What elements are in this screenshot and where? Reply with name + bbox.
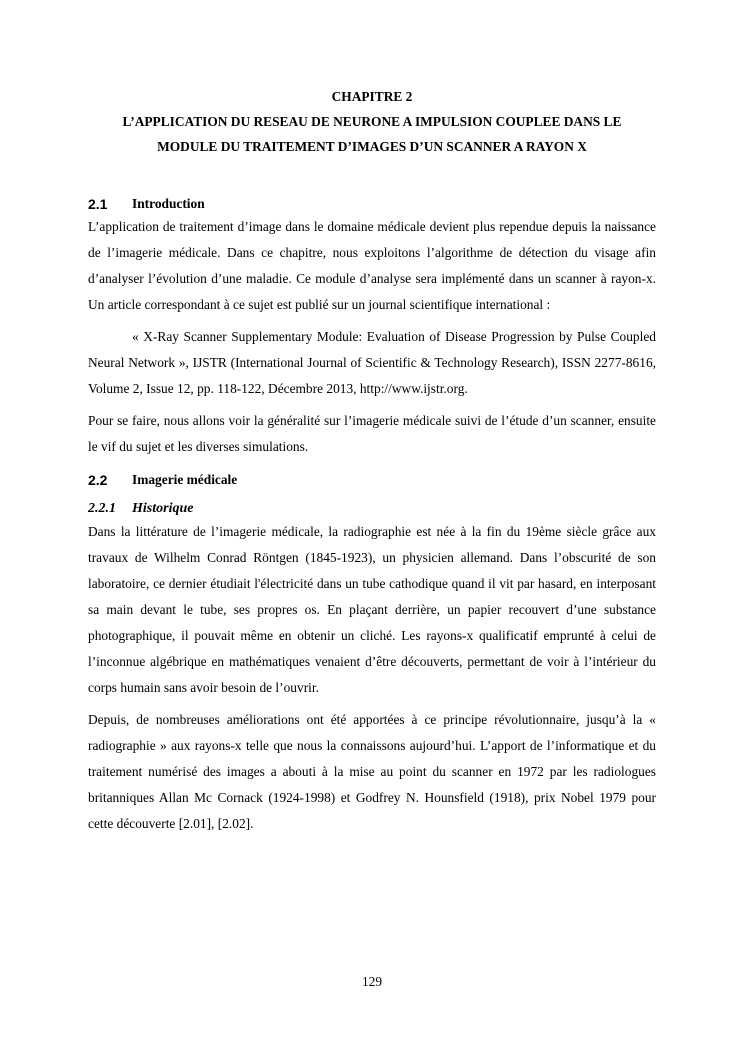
paragraph: Depuis, de nombreuses améliorations ont été apportées à ce principe révolutionnaire, jusqu’à la « radiographie » aux rayons-x telle que nous la connaissons aujourd’hui. L’apport de l’informatique et du traitement numérisé des images a abouti à la mise au point du scanner en 1972 par les radiologues britanniques Allan Mc Cornack (1924-1998) et Godfrey N. Hounsfield (1918), prix Nobel 1979 pour cette découverte [2.01], [2.02]. <box>88 712 656 831</box>
chapter-title-line-1: L’APPLICATION DU RESEAU DE NEURONE A IMPULSION COUPLEE DANS LE <box>122 114 622 129</box>
paragraph: L’application de traitement d’image dans le domaine médicale devient plus rependue depuis la naissance de l’imagerie médicale. Dans ce chapitre, nous exploitons l’algorithme de détection du visage afin d’analyser l’évolution d’une maladie. Ce module d’analyse sera implémenté dans un scanner à rayon-x. Un article correspondant à ce sujet est publié sur un journal scientifique international : <box>88 219 656 312</box>
paragraph: Pour se faire, nous allons voir la généralité sur l’imagerie médicale suivi de l’étude d’un scanner, ensuite le vif du sujet et les diverses simulations. <box>88 413 656 454</box>
document-page <box>88 84 656 837</box>
subsection-number: 2.2.1 <box>88 501 116 516</box>
section-number: 2.1 <box>88 196 108 212</box>
subsection-title: Historique <box>132 501 194 516</box>
paragraph-citation: « X-Ray Scanner Supplementary Module: Evaluation of Disease Progression by Pulse Coupled Neural Network », IJSTR (International Journal of Scientific & Technology Research), ISSN 2277-8616, Volume 2, Issue 12, pp. 118-122, Décembre 2013, http://www.ijstr.org. <box>88 329 656 396</box>
chapter-label: CHAPITRE 2 <box>331 89 413 104</box>
chapter-title-line-2: MODULE DU TRAITEMENT D’IMAGES D’UN SCANNER A RAYON X <box>157 139 587 154</box>
section-heading-imagerie <box>88 470 656 490</box>
page-number: 129 <box>361 974 383 989</box>
section-title: Introduction <box>132 196 205 211</box>
section-title: Imagerie médicale <box>132 472 238 487</box>
section-number: 2.2 <box>88 472 108 488</box>
paragraph: Dans la littérature de l’imagerie médicale, la radiographie est née à la fin du 19ème siècle grâce aux travaux de Wilhelm Conrad Röntgen (1845-1923), un physicien allemand. Dans l’obscurité de son laboratoire, ce dernier étudiait l'électricité dans un tube cathodique quand il vit par hasard, en interposant sa main devant le tube, ses propres os. En plaçant derrière, un papier recouvert d’une substance photographique, il pouvait même en obtenir un cliché. Les rayons-x qualificatif emprunté à celui de l’inconnue algébrique en mathématiques venaient d’être découverts, permettant de voir à l’intérieur du corps humain sans avoir besoin de l’ouvrir. <box>88 524 656 695</box>
chapter-heading <box>88 84 656 159</box>
subsection-heading-historique <box>88 499 656 519</box>
section-heading-introduction <box>88 194 656 214</box>
